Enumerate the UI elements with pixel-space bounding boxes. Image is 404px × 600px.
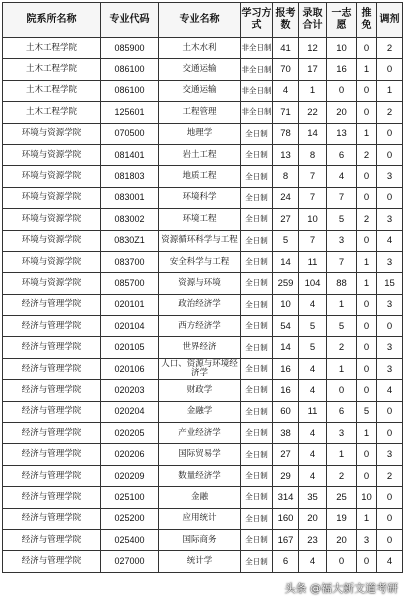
first-choice-cell: 1 [327,444,357,465]
applicants-cell: 5 [273,230,299,251]
transfer-cell: 4 [377,380,403,401]
table-row [3,166,403,187]
admitted-cell: 23 [299,529,327,550]
major-cell: 交通运输 [159,80,241,101]
college-cell: 经济与管理学院 [3,358,101,379]
code-cell: 020209 [101,465,159,486]
code-cell: 085900 [101,38,159,59]
exempt-cell: 3 [357,529,377,550]
applicants-cell: 54 [273,316,299,337]
code-cell: 020205 [101,423,159,444]
exempt-cell: 0 [357,551,377,572]
college-cell: 环境与资源学院 [3,230,101,251]
major-cell: 金融学 [159,401,241,422]
applicants-cell: 78 [273,123,299,144]
transfer-cell: 3 [377,294,403,315]
applicants-cell: 41 [273,38,299,59]
transfer-cell: 2 [377,102,403,123]
admitted-cell: 5 [299,316,327,337]
table-row [3,230,403,251]
transfer-cell: 15 [377,273,403,294]
first-choice-cell: 1 [327,294,357,315]
header-study-mode: 学习方式 [241,3,273,38]
header-exempt: 推免 [357,3,377,38]
exempt-cell: 0 [357,166,377,187]
code-cell: 083002 [101,209,159,230]
transfer-cell: 3 [377,444,403,465]
admitted-cell: 7 [299,166,327,187]
major-cell: 环境科学 [159,187,241,208]
mode-cell: 全日制 [241,465,273,486]
header-applicants: 报考数 [273,3,299,38]
code-cell: 020101 [101,294,159,315]
first-choice-cell: 2 [327,337,357,358]
exempt-cell: 0 [357,80,377,101]
applicants-cell: 14 [273,337,299,358]
college-cell: 经济与管理学院 [3,487,101,508]
major-cell: 国际商务 [159,529,241,550]
header-row [3,3,403,38]
applicants-cell: 14 [273,251,299,272]
major-cell: 数量经济学 [159,465,241,486]
college-cell: 经济与管理学院 [3,551,101,572]
header-admitted-total: 录取合计 [299,3,327,38]
first-choice-cell: 0 [327,80,357,101]
code-cell: 020106 [101,358,159,379]
table-row [3,529,403,550]
transfer-cell: 4 [377,551,403,572]
transfer-cell: 0 [377,123,403,144]
table-row [3,380,403,401]
college-cell: 经济与管理学院 [3,465,101,486]
major-cell: 人口、资源与环境经济学 [159,358,241,379]
major-cell: 交通运输 [159,59,241,80]
exempt-cell: 0 [357,465,377,486]
applicants-cell: 160 [273,508,299,529]
college-cell: 土木工程学院 [3,38,101,59]
code-cell: 085700 [101,273,159,294]
transfer-cell: 3 [377,209,403,230]
first-choice-cell: 3 [327,423,357,444]
major-cell: 资源循环科学与工程 [159,230,241,251]
applicants-cell: 70 [273,59,299,80]
watermark: 头条 @福大新文道考研 [284,582,398,595]
college-cell: 经济与管理学院 [3,444,101,465]
table-row [3,102,403,123]
code-cell: 020203 [101,380,159,401]
exempt-cell: 1 [357,251,377,272]
admitted-cell: 4 [299,444,327,465]
college-cell: 土木工程学院 [3,59,101,80]
mode-cell: 全日制 [241,316,273,337]
first-choice-cell: 20 [327,102,357,123]
table-row [3,123,403,144]
table-row [3,209,403,230]
mode-cell: 全日制 [241,423,273,444]
exempt-cell: 2 [357,209,377,230]
college-cell: 土木工程学院 [3,80,101,101]
table-row [3,251,403,272]
applicants-cell: 71 [273,102,299,123]
admitted-cell: 5 [299,337,327,358]
mode-cell: 全日制 [241,230,273,251]
code-cell: 081401 [101,144,159,165]
major-cell: 土木水利 [159,38,241,59]
first-choice-cell: 6 [327,144,357,165]
first-choice-cell: 88 [327,273,357,294]
first-choice-cell: 0 [327,551,357,572]
table-row [3,444,403,465]
major-cell: 产业经济学 [159,423,241,444]
first-choice-cell: 16 [327,59,357,80]
transfer-cell: 3 [377,251,403,272]
table-row [3,423,403,444]
admitted-cell: 4 [299,380,327,401]
college-cell: 环境与资源学院 [3,273,101,294]
college-cell: 经济与管理学院 [3,294,101,315]
applicants-cell: 4 [273,80,299,101]
table-row [3,508,403,529]
table-row [3,144,403,165]
exempt-cell: 2 [357,144,377,165]
code-cell: 020104 [101,316,159,337]
exempt-cell: 0 [357,294,377,315]
applicants-cell: 13 [273,144,299,165]
mode-cell: 全日制 [241,144,273,165]
exempt-cell: 0 [357,38,377,59]
major-cell: 环境工程 [159,209,241,230]
exempt-cell: 0 [357,337,377,358]
mode-cell: 全日制 [241,358,273,379]
table-row [3,38,403,59]
transfer-cell: 0 [377,508,403,529]
major-cell: 统计学 [159,551,241,572]
admitted-cell: 4 [299,294,327,315]
college-cell: 经济与管理学院 [3,401,101,422]
transfer-cell: 3 [377,337,403,358]
admitted-cell: 11 [299,251,327,272]
college-cell: 环境与资源学院 [3,187,101,208]
college-cell: 环境与资源学院 [3,166,101,187]
exempt-cell: 10 [357,487,377,508]
table-row [3,551,403,572]
code-cell: 020105 [101,337,159,358]
transfer-cell: 4 [377,230,403,251]
exempt-cell: 1 [357,273,377,294]
admitted-cell: 104 [299,273,327,294]
header-transfer: 调剂 [377,3,403,38]
first-choice-cell: 10 [327,38,357,59]
code-cell: 020204 [101,401,159,422]
first-choice-cell: 19 [327,508,357,529]
first-choice-cell: 7 [327,251,357,272]
applicants-cell: 60 [273,401,299,422]
exempt-cell: 0 [357,316,377,337]
applicants-cell: 38 [273,423,299,444]
code-cell: 020206 [101,444,159,465]
mode-cell: 非全日制 [241,80,273,101]
transfer-cell: 1 [377,80,403,101]
table-row [3,401,403,422]
first-choice-cell: 25 [327,487,357,508]
applicants-cell: 10 [273,294,299,315]
college-cell: 经济与管理学院 [3,337,101,358]
major-cell: 工程管理 [159,102,241,123]
transfer-cell: 3 [377,358,403,379]
code-cell: 0830Z1 [101,230,159,251]
major-cell: 安全科学与工程 [159,251,241,272]
college-cell: 环境与资源学院 [3,144,101,165]
table-row [3,487,403,508]
first-choice-cell: 20 [327,529,357,550]
table-row [3,80,403,101]
table-row [3,337,403,358]
exempt-cell: 1 [357,423,377,444]
mode-cell: 全日制 [241,487,273,508]
college-cell: 环境与资源学院 [3,251,101,272]
table-body [3,38,403,573]
exempt-cell: 1 [357,59,377,80]
transfer-cell: 3 [377,166,403,187]
major-cell: 资源与环境 [159,273,241,294]
major-cell: 金融 [159,487,241,508]
mode-cell: 非全日制 [241,59,273,80]
major-cell: 地质工程 [159,166,241,187]
applicants-cell: 16 [273,358,299,379]
admitted-cell: 1 [299,80,327,101]
code-cell: 027000 [101,551,159,572]
mode-cell: 全日制 [241,508,273,529]
first-choice-cell: 5 [327,316,357,337]
college-cell: 经济与管理学院 [3,380,101,401]
table-container [2,2,402,573]
table-row [3,187,403,208]
admitted-cell: 12 [299,38,327,59]
code-cell: 025100 [101,487,159,508]
major-cell: 政治经济学 [159,294,241,315]
applicants-cell: 259 [273,273,299,294]
applicants-cell: 16 [273,380,299,401]
code-cell: 086100 [101,59,159,80]
admitted-cell: 4 [299,551,327,572]
transfer-cell: 0 [377,59,403,80]
mode-cell: 全日制 [241,123,273,144]
college-cell: 经济与管理学院 [3,423,101,444]
exempt-cell: 0 [357,230,377,251]
transfer-cell: 0 [377,144,403,165]
mode-cell: 全日制 [241,380,273,401]
applicants-cell: 314 [273,487,299,508]
applicants-cell: 29 [273,465,299,486]
transfer-cell: 0 [377,529,403,550]
first-choice-cell: 1 [327,358,357,379]
college-cell: 环境与资源学院 [3,209,101,230]
mode-cell: 全日制 [241,294,273,315]
major-cell: 应用统计 [159,508,241,529]
first-choice-cell: 6 [327,401,357,422]
table-row [3,294,403,315]
table-row [3,59,403,80]
applicants-cell: 27 [273,444,299,465]
admitted-cell: 4 [299,423,327,444]
major-cell: 世界经济 [159,337,241,358]
admitted-cell: 22 [299,102,327,123]
admitted-cell: 4 [299,358,327,379]
code-cell: 081803 [101,166,159,187]
header-major-name: 专业名称 [159,3,241,38]
first-choice-cell: 7 [327,187,357,208]
mode-cell: 全日制 [241,529,273,550]
applicants-cell: 24 [273,187,299,208]
transfer-cell: 0 [377,187,403,208]
mode-cell: 全日制 [241,166,273,187]
admitted-cell: 11 [299,401,327,422]
exempt-cell: 0 [357,444,377,465]
code-cell: 125601 [101,102,159,123]
exempt-cell: 0 [357,187,377,208]
major-cell: 财政学 [159,380,241,401]
admitted-cell: 7 [299,230,327,251]
major-cell: 西方经济学 [159,316,241,337]
first-choice-cell: 2 [327,465,357,486]
applicants-cell: 27 [273,209,299,230]
table-row [3,273,403,294]
first-choice-cell: 3 [327,230,357,251]
college-cell: 经济与管理学院 [3,316,101,337]
code-cell: 083700 [101,251,159,272]
admitted-cell: 4 [299,465,327,486]
first-choice-cell: 13 [327,123,357,144]
code-cell: 083001 [101,187,159,208]
mode-cell: 全日制 [241,273,273,294]
mode-cell: 非全日制 [241,38,273,59]
table-row [3,358,403,379]
exempt-cell: 0 [357,102,377,123]
mode-cell: 全日制 [241,551,273,572]
mode-cell: 全日制 [241,209,273,230]
major-cell: 岩土工程 [159,144,241,165]
admitted-cell: 20 [299,508,327,529]
admitted-cell: 14 [299,123,327,144]
exempt-cell: 1 [357,123,377,144]
code-cell: 025400 [101,529,159,550]
transfer-cell: 2 [377,465,403,486]
college-cell: 环境与资源学院 [3,123,101,144]
applicants-cell: 8 [273,166,299,187]
table-header [3,3,403,38]
transfer-cell: 0 [377,487,403,508]
mode-cell: 全日制 [241,337,273,358]
admitted-cell: 35 [299,487,327,508]
table-row [3,316,403,337]
exempt-cell: 0 [357,358,377,379]
exempt-cell: 1 [357,508,377,529]
transfer-cell: 0 [377,316,403,337]
mode-cell: 全日制 [241,251,273,272]
applicants-cell: 6 [273,551,299,572]
code-cell: 025200 [101,508,159,529]
college-cell: 经济与管理学院 [3,508,101,529]
college-cell: 经济与管理学院 [3,529,101,550]
header-first-choice: 一志愿 [327,3,357,38]
transfer-cell: 0 [377,423,403,444]
exempt-cell: 5 [357,401,377,422]
admitted-cell: 10 [299,209,327,230]
admitted-cell: 8 [299,144,327,165]
header-major-code: 专业代码 [101,3,159,38]
first-choice-cell: 5 [327,209,357,230]
code-cell: 086100 [101,80,159,101]
mode-cell: 非全日制 [241,102,273,123]
applicants-cell: 167 [273,529,299,550]
header-college: 院系所名称 [3,3,101,38]
admissions-table [2,2,403,573]
transfer-cell: 2 [377,38,403,59]
mode-cell: 全日制 [241,401,273,422]
exempt-cell: 0 [357,380,377,401]
transfer-cell: 0 [377,401,403,422]
mode-cell: 全日制 [241,444,273,465]
major-cell: 国际贸易学 [159,444,241,465]
table-row [3,465,403,486]
college-cell: 土木工程学院 [3,102,101,123]
first-choice-cell: 4 [327,166,357,187]
major-cell: 地理学 [159,123,241,144]
mode-cell: 全日制 [241,187,273,208]
code-cell: 070500 [101,123,159,144]
first-choice-cell: 0 [327,380,357,401]
admitted-cell: 17 [299,59,327,80]
admitted-cell: 7 [299,187,327,208]
